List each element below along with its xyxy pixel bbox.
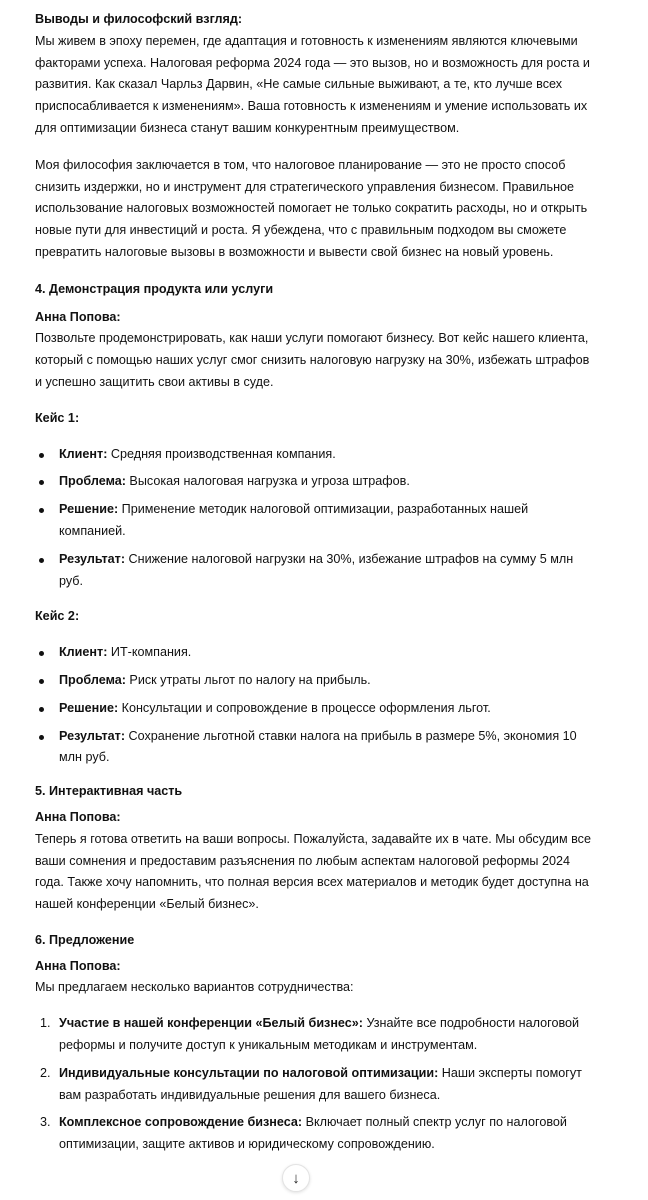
- list-item: 1. Участие в нашей конференции «Белый бизнес»: Узнайте все подробности налоговой реформы и получите доступ к уникальным методикам и инструментам.: [40, 1016, 580, 1053]
- section-5-heading: 5. Интерактивная часть: [35, 784, 183, 799]
- section-4-speaker: Анна Попова:: [35, 309, 121, 324]
- list-item: Проблема: Риск утраты льгот по налогу на прибыль.: [35, 670, 595, 692]
- conclusion-heading: Выводы и философский взгляд:: [35, 12, 243, 26]
- arrow-down-icon: ↓: [292, 1169, 300, 1187]
- section-4-text: Позвольте продемонстрировать, как наши услуги помогают бизнесу. Вот кейс нашего клиента, который с помощью наших услуг смог снизить налоговую нагрузку на 30%, избежать штрафов и успешно защитить свои активы в суде.: [35, 331, 590, 389]
- section-5-speaker: Анна Попова:: [35, 809, 121, 824]
- case-2-list: [35, 642, 595, 769]
- scroll-down-button[interactable]: [282, 1164, 310, 1192]
- offer-list: [35, 1013, 595, 1156]
- list-item: Проблема: Высокая налоговая нагрузка и угроза штрафов.: [35, 471, 595, 493]
- section-5-text: Теперь я готова ответить на ваши вопросы. Пожалуйста, задавайте их в чате. Мы обсудим все ваши сомнения и предоставим разъяснения по любым аспектам налоговой реформы 2024 года. Также хочу напомнить, что полная версия всех материалов и методик будет доступна на нашей конференции «Белый бизнес».: [35, 831, 591, 912]
- conclusion-paragraph-1: Мы живем в эпоху перемен, где адаптация и готовность к изменениям являются ключевыми факторами успеха. Налоговая реформа 2024 года — это вызов, но и возможность для роста и развития. Как сказал Чарльз Дарвин, «Не самые сильные выживают, а те, кто лучше всех приспосабливается к изменениям». Ваша готовность к изменениям и умение использовать их для оптимизации бизнеса станут вашим конкурентным преимуществом.: [35, 33, 590, 135]
- case-2-heading: Кейс 2:: [35, 609, 80, 624]
- list-item: Клиент: ИТ-компания.: [35, 642, 595, 664]
- list-item: 2. Индивидуальные консультации по налоговой оптимизации: Наши эксперты помогут вам разработать индивидуальные решения для вашего бизнеса.: [40, 1065, 582, 1102]
- list-item: Решение: Консультации и сопровождение в процессе оформления льгот.: [35, 698, 595, 720]
- chat-message: [35, 9, 595, 1162]
- conclusion-paragraph-2: Моя философия заключается в том, что налоговое планирование — это не просто способ снизить издержки, но и инструмент для стратегического управления бизнесом. Правильное использование налоговых возможностей помогает не только сократить расходы, но и открыть новые пути для инвестиций и роста. Я убеждена, что с правильным подходом вы сможете превратить налоговые вызовы в возможности и вывести свой бизнес на новый уровень.: [35, 157, 588, 259]
- section-6-heading: 6. Предложение: [35, 932, 135, 947]
- list-item: Результат: Снижение налоговой нагрузки на 30%, избежание штрафов на сумму 5 млн руб.: [35, 549, 595, 593]
- case-1-heading: Кейс 1:: [35, 410, 80, 425]
- section-6-speaker: Анна Попова:: [35, 958, 121, 973]
- list-item: Результат: Сохранение льготной ставки налога на прибыль в размере 5%, экономия 10 млн руб.: [35, 726, 595, 770]
- list-item: Решение: Применение методик налоговой оптимизации, разработанных нашей компанией.: [35, 499, 595, 543]
- section-4-heading: 4. Демонстрация продукта или услуги: [35, 281, 274, 296]
- case-1-list: [35, 444, 595, 593]
- section-6-intro: Мы предлагаем несколько вариантов сотрудничества:: [35, 980, 354, 995]
- list-item: Клиент: Средняя производственная компания.: [35, 444, 595, 466]
- list-item: 3. Комплексное сопровождение бизнеса: Включает полный спектр услуг по налоговой оптимизации, защите активов и юридическому сопровождению.: [40, 1115, 567, 1152]
